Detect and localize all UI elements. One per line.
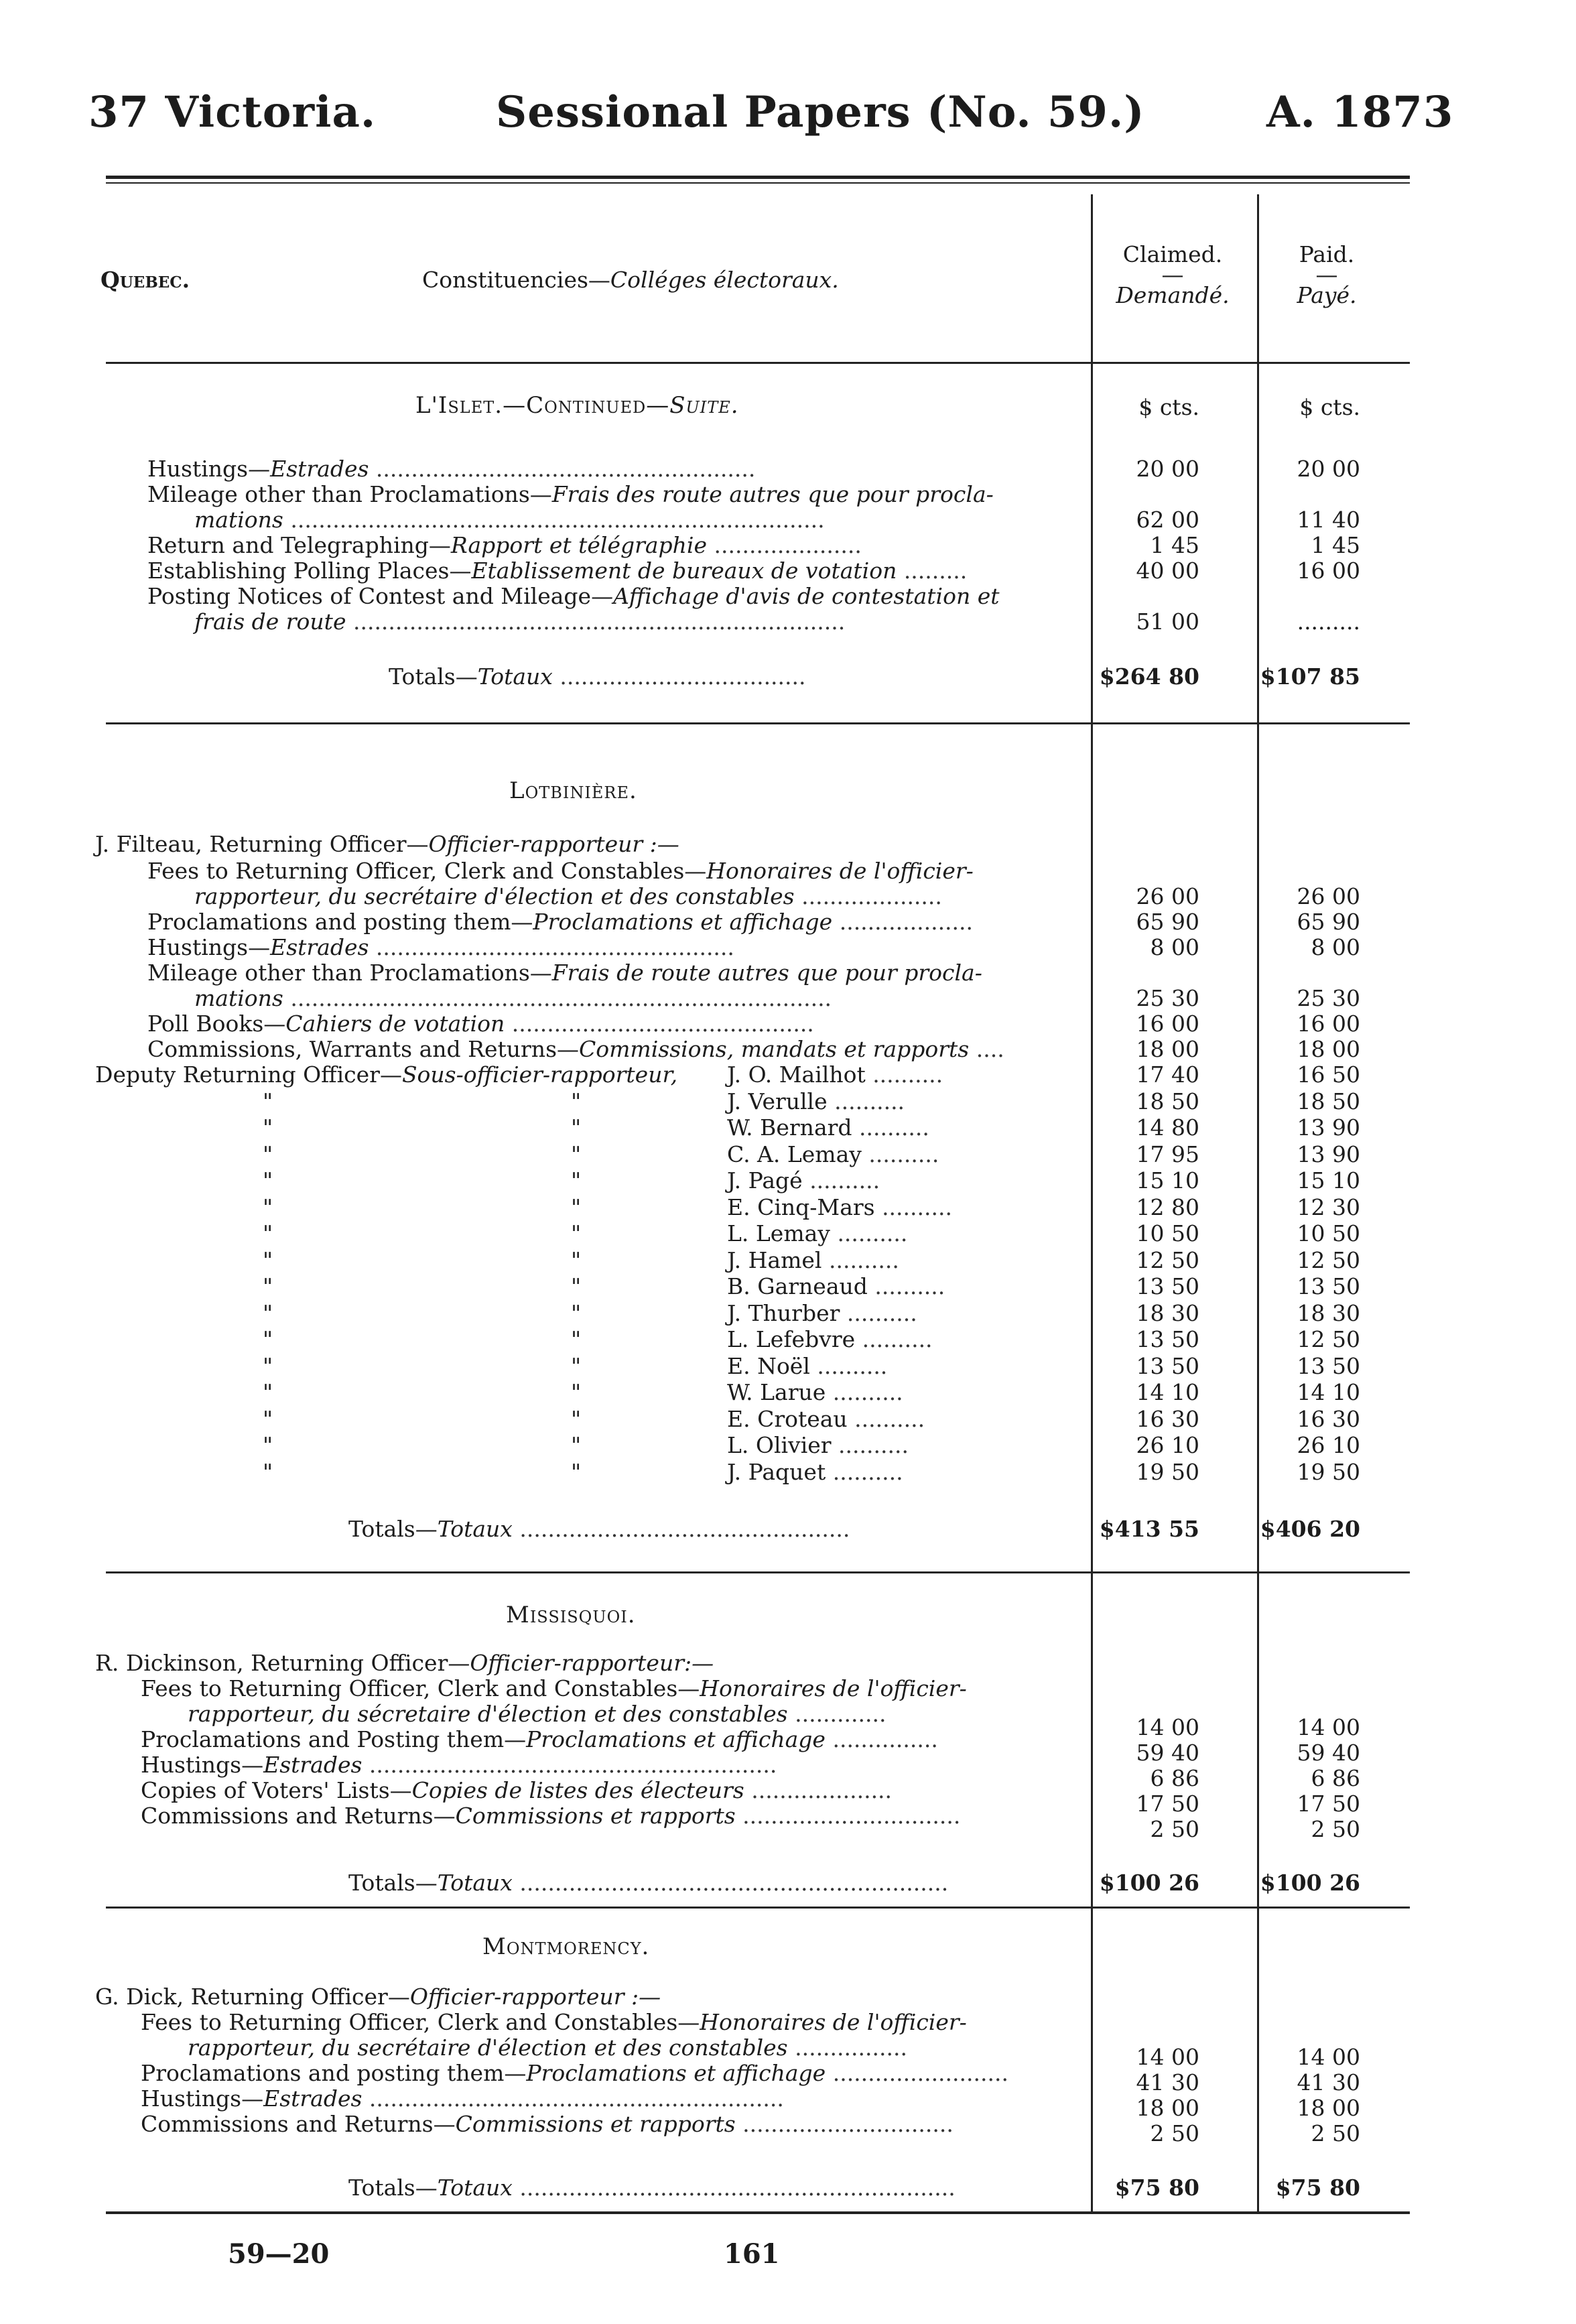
- ditto-mark: ": [263, 1406, 273, 1432]
- claimed-cell: 14 10: [1136, 1379, 1199, 1405]
- claimed-cell: 14 80: [1136, 1114, 1199, 1141]
- paid-cell: 59 40: [1297, 1740, 1360, 1766]
- mon-row-proclamations: Proclamations and posting them—Proclamations et affichage .........................: [141, 2060, 1008, 2086]
- footer-page-number: 161: [724, 2238, 780, 2270]
- ditto-mark: ": [263, 1432, 273, 1458]
- deputy-name: L. Olivier ..........: [727, 1432, 909, 1458]
- paid-cell: 15 10: [1297, 1167, 1360, 1193]
- deputy-name: E. Cinq-Mars ..........: [727, 1194, 952, 1220]
- total-claimed: $100 26: [1099, 1870, 1199, 1896]
- paid-cell: 16 00: [1297, 1011, 1360, 1037]
- ditto-mark: ": [571, 1379, 582, 1405]
- paid-cell: 26 00: [1297, 883, 1360, 909]
- islet-totals: Totals—Totaux ...................................: [389, 663, 806, 690]
- islet-row-hustings: Hustings—Estrades ......................................................: [147, 456, 756, 482]
- ditto-mark: ": [571, 1220, 582, 1246]
- deputy-name: J. Pagé ..........: [727, 1167, 880, 1193]
- lot-row-commissions: Commissions, Warrants and Returns—Commissions, mandats et rapports ....: [147, 1036, 1004, 1062]
- section-title: L'Islet.—Continued—Suite.: [415, 392, 739, 419]
- header-title: Sessional Papers (No. 59.): [496, 87, 1145, 137]
- paid-cell: 18 00: [1297, 2095, 1360, 2121]
- claimed-cell: 51 00: [1136, 608, 1199, 635]
- mis-row-copies: Copies of Voters' Lists—Copies de listes des électeurs ....................: [141, 1777, 893, 1803]
- paid-cell: 26 10: [1297, 1432, 1360, 1458]
- claimed-cell: 40 00: [1136, 558, 1199, 584]
- officer-line: G. Dick, Returning Officer—Officier-rapporteur :—: [95, 1984, 661, 2010]
- mis-row-hustings: Hustings—Estrades ..........................................................: [141, 1752, 777, 1778]
- paid-header: Paid. — Payé.: [1297, 241, 1357, 308]
- units-paid: $ cts.: [1299, 394, 1360, 420]
- bottom-rule: [106, 2211, 1410, 2214]
- claimed-cell: 17 40: [1136, 1061, 1199, 1088]
- mis-row-fees-cont: rapporteur, du sécretaire d'élection et des constables .............: [188, 1701, 886, 1727]
- claimed-cell: 16 00: [1136, 1011, 1199, 1037]
- claimed-cell: 2 50: [1150, 2120, 1199, 2146]
- paid-cell: 18 00: [1297, 1036, 1360, 1062]
- paid-cell: 17 50: [1297, 1791, 1360, 1817]
- deputy-name: J. Paquet ..........: [727, 1459, 903, 1485]
- constituencies-header: Constituencies—Colléges électoraux.: [422, 267, 839, 293]
- ditto-mark: ": [571, 1114, 582, 1141]
- ditto-mark: ": [571, 1167, 582, 1193]
- ditto-mark: ": [571, 1406, 582, 1432]
- total-paid: $100 26: [1260, 1870, 1360, 1896]
- claimed-cell: 20 00: [1136, 456, 1199, 482]
- officer-line: J. Filteau, Returning Officer—Officier-rapporteur :—: [95, 831, 679, 857]
- ditto-mark: ": [571, 1247, 582, 1273]
- total-paid: $75 80: [1275, 2175, 1360, 2201]
- lot-row-fees: Fees to Returning Officer, Clerk and Constables—Honoraires de l'officier-: [147, 858, 974, 884]
- total-paid: $406 20: [1260, 1516, 1360, 1542]
- claimed-cell: 17 50: [1136, 1791, 1199, 1817]
- mon-row-fees-cont: rapporteur, du secrétaire d'élection et des constables ................: [188, 2035, 907, 2061]
- ditto-mark: ": [571, 1459, 582, 1485]
- header-year: A. 1873: [1266, 87, 1454, 137]
- claimed-cell: 41 30: [1136, 2069, 1199, 2095]
- claimed-cell: 1 45: [1150, 532, 1199, 558]
- deputy-name: L. Lefebvre ..........: [727, 1326, 933, 1352]
- mis-row-commissions: Commissions and Returns—Commissions et rapports ...............................: [141, 1803, 961, 1829]
- ditto-mark: ": [263, 1353, 273, 1379]
- paid-cell: 14 00: [1297, 2044, 1360, 2070]
- paid-cell: 41 30: [1297, 2069, 1360, 2095]
- deputy-name: J. Verulle ..........: [727, 1088, 905, 1114]
- deputy-name: W. Bernard ..........: [727, 1114, 929, 1141]
- deputy-name: J. O. Mailhot ..........: [727, 1061, 943, 1088]
- paid-cell: 12 50: [1297, 1326, 1360, 1352]
- claimed-header: Claimed. — Demandé.: [1116, 241, 1230, 308]
- ditto-mark: ": [571, 1432, 582, 1458]
- paid-cell: 19 50: [1297, 1459, 1360, 1485]
- claimed-cell: 26 00: [1136, 883, 1199, 909]
- claimed-cell: 10 50: [1136, 1220, 1199, 1246]
- claimed-cell: 18 00: [1136, 2095, 1199, 2121]
- claimed-cell: 19 50: [1136, 1459, 1199, 1485]
- paid-cell: 12 30: [1297, 1194, 1360, 1220]
- claimed-cell: 18 50: [1136, 1088, 1199, 1114]
- claimed-cell: 13 50: [1136, 1326, 1199, 1352]
- header-session: 37 Victoria.: [88, 87, 377, 137]
- lot-row-proclamations: Proclamations and posting them—Proclamations et affichage ...................: [147, 909, 974, 935]
- claimed-cell: 18 30: [1136, 1300, 1199, 1326]
- lot-row-pollbooks: Poll Books—Cahiers de votation ...........................................: [147, 1011, 814, 1037]
- ditto-mark: ": [263, 1141, 273, 1167]
- paid-cell: 18 30: [1297, 1300, 1360, 1326]
- mon-row-hustings: Hustings—Estrades ...........................................................: [141, 2085, 784, 2112]
- claimed-cell: 18 00: [1136, 1036, 1199, 1062]
- islet-row-polling: Establishing Polling Places—Etablissement de bureaux de votation .........: [147, 558, 968, 584]
- deputy-name: E. Noël ..........: [727, 1353, 888, 1379]
- claimed-cell: 8 00: [1150, 934, 1199, 960]
- ditto-mark: ": [263, 1273, 273, 1299]
- lot-row-mileage: Mileage other than Proclamations—Frais de route autres que pour procla-: [147, 960, 982, 986]
- paid-cell: 12 50: [1297, 1247, 1360, 1273]
- islet-row-posting-cont: frais de route ......................................................................: [194, 608, 846, 635]
- deputy-name: W. Larue ..........: [727, 1379, 903, 1405]
- paid-cell: 25 30: [1297, 985, 1360, 1011]
- claimed-cell: 15 10: [1136, 1167, 1199, 1193]
- islet-row-posting: Posting Notices of Contest and Mileage—Affichage d'avis de contestation et: [147, 583, 1000, 609]
- province-label: Quebec.: [101, 267, 190, 293]
- ditto-mark: ": [263, 1088, 273, 1114]
- mon-totals: Totals—Totaux ..............................................................: [348, 2175, 956, 2201]
- deputy-name: J. Thurber ..........: [727, 1300, 917, 1326]
- mis-row-proclamations: Proclamations and Posting them—Proclamations et affichage ...............: [141, 1726, 938, 1752]
- paid-cell: 8 00: [1311, 934, 1360, 960]
- ditto-mark: ": [571, 1300, 582, 1326]
- officer-line: R. Dickinson, Returning Officer—Officier-rapporteur:—: [95, 1650, 714, 1676]
- deputy-name: E. Croteau ..........: [727, 1406, 925, 1432]
- section-rule: [106, 722, 1410, 724]
- ditto-mark: ": [263, 1300, 273, 1326]
- ditto-mark: ": [263, 1326, 273, 1352]
- total-claimed: $264 80: [1099, 663, 1199, 690]
- ditto-mark: ": [571, 1273, 582, 1299]
- ditto-mark: ": [263, 1167, 273, 1193]
- islet-row-mileage: Mileage other than Proclamations—Frais des route autres que pour procla-: [147, 481, 994, 507]
- islet-row-mileage-cont: mations ............................................................................: [194, 507, 825, 533]
- paid-cell: 10 50: [1297, 1220, 1360, 1246]
- lot-row-fees-cont: rapporteur, du secrétaire d'élection et des constables ....................: [194, 883, 942, 909]
- section-rule: [106, 1571, 1410, 1573]
- claimed-cell: 65 90: [1136, 909, 1199, 935]
- total-claimed: $413 55: [1099, 1516, 1199, 1542]
- claimed-cell: 16 30: [1136, 1406, 1199, 1432]
- ditto-mark: ": [263, 1247, 273, 1273]
- paid-cell: 13 50: [1297, 1353, 1360, 1379]
- paid-cell: 13 50: [1297, 1273, 1360, 1299]
- paid-cell: 6 86: [1311, 1765, 1360, 1791]
- ditto-mark: ": [571, 1194, 582, 1220]
- section-title: Missisquoi.: [506, 1602, 636, 1628]
- mon-row-commissions: Commissions and Returns—Commissions et rapports ..............................: [141, 2111, 954, 2137]
- claimed-cell: 12 80: [1136, 1194, 1199, 1220]
- units-claimed: $ cts.: [1138, 394, 1199, 420]
- paid-cell: 18 50: [1297, 1088, 1360, 1114]
- claimed-cell: 12 50: [1136, 1247, 1199, 1273]
- ditto-mark: ": [571, 1088, 582, 1114]
- ditto-mark: ": [263, 1220, 273, 1246]
- footer-document-number: 59—20: [228, 2238, 330, 2270]
- ditto-mark: ": [571, 1326, 582, 1352]
- ditto-mark: ": [263, 1194, 273, 1220]
- deputy-name: B. Garneaud ..........: [727, 1273, 945, 1299]
- deputy-name: J. Hamel ..........: [727, 1247, 899, 1273]
- mon-row-fees: Fees to Returning Officer, Clerk and Constables—Honoraires de l'officier-: [141, 2009, 967, 2035]
- claimed-cell: 6 86: [1150, 1765, 1199, 1791]
- islet-row-return: Return and Telegraphing—Rapport et télégraphie .....................: [147, 532, 862, 558]
- paid-cell: 1 45: [1311, 532, 1360, 558]
- deputy-name: C. A. Lemay ..........: [727, 1141, 939, 1167]
- section-title: Lotbinière.: [509, 777, 637, 804]
- mis-totals: Totals—Totaux .............................................................: [348, 1870, 949, 1896]
- claimed-cell: 14 00: [1136, 1714, 1199, 1740]
- total-claimed: $75 80: [1114, 2175, 1199, 2201]
- paid-cell: 13 90: [1297, 1141, 1360, 1167]
- paid-cell: 2 50: [1311, 2120, 1360, 2146]
- total-paid: $107 85: [1260, 663, 1360, 690]
- ditto-mark: ": [571, 1141, 582, 1167]
- claimed-cell: 25 30: [1136, 985, 1199, 1011]
- claimed-cell: 26 10: [1136, 1432, 1199, 1458]
- claimed-cell: 17 95: [1136, 1141, 1199, 1167]
- paid-cell: 11 40: [1297, 507, 1360, 533]
- claimed-cell: 13 50: [1136, 1273, 1199, 1299]
- paid-cell: 14 10: [1297, 1379, 1360, 1405]
- ditto-mark: ": [571, 1353, 582, 1379]
- section-title: Montmorency.: [482, 1933, 650, 1960]
- claimed-cell: 62 00: [1136, 507, 1199, 533]
- mis-row-fees: Fees to Returning Officer, Clerk and Constables—Honoraires de l'officier-: [141, 1675, 967, 1701]
- paid-cell: 14 00: [1297, 1714, 1360, 1740]
- claimed-cell: 2 50: [1150, 1816, 1199, 1842]
- ditto-mark: ": [263, 1114, 273, 1141]
- deputy-label: Deputy Returning Officer—Sous-officier-rapporteur,: [95, 1061, 678, 1088]
- lot-row-mileage-cont: mations .............................................................................: [194, 985, 832, 1011]
- claimed-cell: 14 00: [1136, 2044, 1199, 2070]
- paid-cell: .........: [1297, 608, 1360, 635]
- header-rule: [106, 176, 1410, 179]
- ditto-mark: ": [263, 1379, 273, 1405]
- claimed-cell: 59 40: [1136, 1740, 1199, 1766]
- paid-cell: 65 90: [1297, 909, 1360, 935]
- header-rule-thin: [106, 182, 1410, 184]
- deputy-name: L. Lemay ..........: [727, 1220, 908, 1246]
- lot-totals: Totals—Totaux ...............................................: [348, 1516, 850, 1542]
- lot-row-hustings: Hustings—Estrades ...................................................: [147, 934, 734, 960]
- paid-cell: 16 00: [1297, 558, 1360, 584]
- claimed-cell: 13 50: [1136, 1353, 1199, 1379]
- paid-cell: 2 50: [1311, 1816, 1360, 1842]
- paid-cell: 16 30: [1297, 1406, 1360, 1432]
- paid-cell: 20 00: [1297, 456, 1360, 482]
- paid-cell: 16 50: [1297, 1061, 1360, 1088]
- colhead-rule: [106, 362, 1410, 364]
- ditto-mark: ": [263, 1459, 273, 1485]
- section-rule: [106, 1907, 1410, 1909]
- paid-cell: 13 90: [1297, 1114, 1360, 1141]
